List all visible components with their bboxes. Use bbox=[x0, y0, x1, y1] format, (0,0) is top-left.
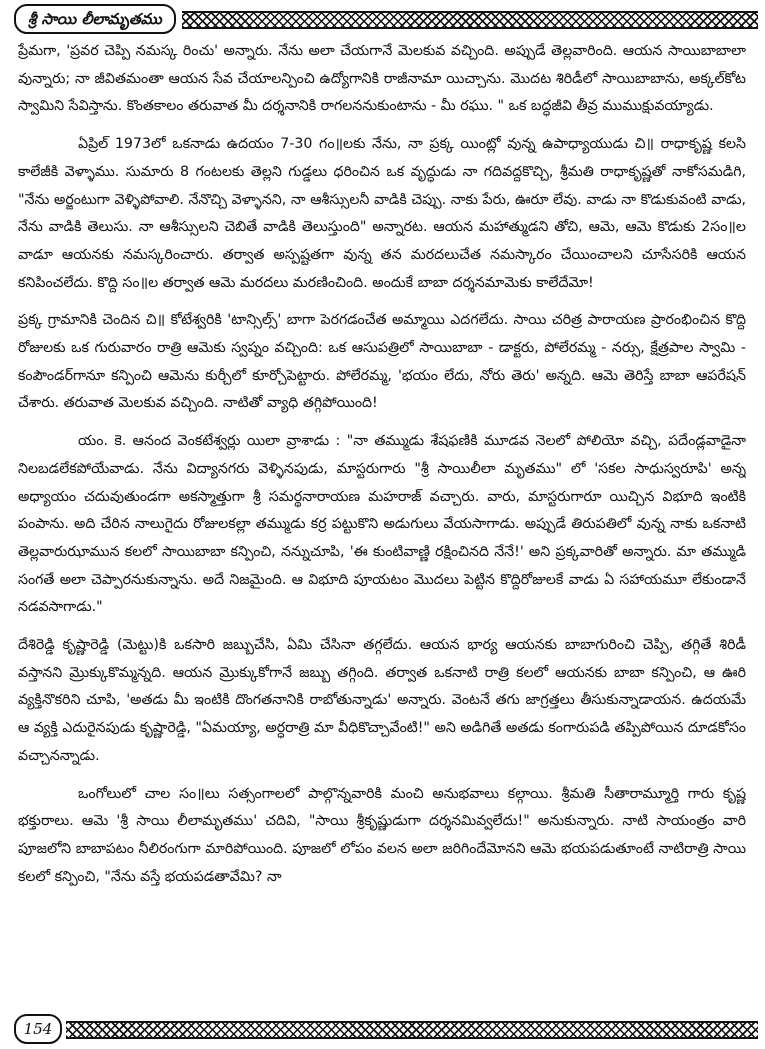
page-number: 154 bbox=[14, 1014, 62, 1044]
paragraph-2: ఏప్రిల్ 1973లో ఒకనాడు ఉదయం 7-30 గం॥లకు నేను, నా ప్రక్క యింట్లో వున్న ఉపాధ్యాయుడు చి॥ రాధాకృష్ణ కలసి కాలేజీకి వెళ్ళాము. సుమారు 8 గంటలకు తెల్లని గుడ్డలు ధరించిన ఒక వృద్ధుడు నా గదివద్దకొచ్చి, శ్రీమతి రాధాకృష్ణతో నాకోసమడిగి, "నేను అర్జంటుగా వెళ్ళిపోవాలి. నేనొచ్చి వెళ్ళానని, నా ఆశీస్సులనీ వాడికి చెప్పు. నాకు పేరు, ఊరూ లేవు. వాడు నా కొడుకువంటి వాడు, నేను వాడికి తెలుసు. నా ఆశీస్సులని చెబితే వాడికి తెలుస్తుంది" అన్నారట. ఆయన మహాత్ముడని తోచి, ఆమె, ఆమె కొడుకు 2సం॥ల వాడూ ఆయనకు నమస్కరించారు. తర్వాత అస్పష్టతగా వున్న తన మరదలుచేత నమస్కారం చేయించాలని చూసేసరికి ఆయన కనిపించలేదు. కొద్ది సం॥ల తర్వాత ఆమె మరదలు మరణించింది. అందుకే బాబా దర్శనమామెకు కాలేదేమో! bbox=[18, 136, 746, 291]
decorative-footer-border bbox=[66, 1021, 758, 1039]
paragraph-3: ప్రక్క గ్రామానికి చెందిన చి॥ కోటేశ్వరికి 'టాన్సిల్స్' బాగా పెరగడంచేత అమ్మాయి ఎదగలేదు. సాయి చరిత్ర పారాయణ ప్రారంభించిన కొద్ది రోజులకు ఒక గురువారం రాత్రి ఆమెకు స్వప్నం వచ్చింది: ఒక ఆసుపత్రిలో సాయిబాబా - డాక్టరు, పోలేరమ్మ - నర్సు, క్షేత్రపాల స్వామి - కంపౌండర్‌గానూ కన్పించి ఆమెను కుర్చీలో కూర్చోపెట్టారు. పోలేరమ్మ, 'భయం లేదు, నోరు తెరు' అన్నది. ఆమె తెరిస్తే బాబా ఆపరేషన్ చేశారు. తరువాత మెలకువ వచ్చింది. నాటితో వ్యాధి తగ్గిపోయింది! bbox=[18, 312, 746, 412]
book-title: శ్రీ సాయి లీలామృతము bbox=[14, 4, 176, 34]
decorative-header-border bbox=[182, 11, 758, 29]
page-body bbox=[18, 38, 746, 1000]
paragraph-1: ప్రేమగా, 'ప్రవర చెప్పి నమస్క రించు' అన్నారు. నేను అలా చేయగానే మెలకువ వచ్చింది. అప్పుడే తెల్లవారింది. ఆయన సాయిబాబాలా వున్నారు; నా జీవితమంతా ఆయన సేవ చేయాలన్పించి ఉద్యోగానికి రాజీనామా యిచ్చాను. మొదట శిరిడీలో సాయిబాబాను, అక్కల్‌కోట స్వామిని సేవిస్తాను. కొంతకాలం తరువాత మీ దర్శనానికి రాగలననుకుంటాను - మీ రఘు. " ఒక బద్ధజీవి తీవ్ర ముముక్షువయ్యాడు. bbox=[18, 43, 746, 115]
page-header bbox=[14, 4, 758, 34]
page-footer bbox=[14, 1014, 758, 1044]
paragraph-6: ఒంగోలులో చాల సం॥లు సత్సంగాలలో పాల్గొన్నవారికి మంచి అనుభవాలు కల్గాయి. శ్రీమతి సీతారామ్మూర్తి గారు కృష్ణ భక్తురాలు. ఆమె 'శ్రీ సాయి లీలామృతము' చదివి, "సాయి శ్రీకృష్ణుడుగా దర్శనమివ్వలేదు!" అనుకున్నారు. నాటి సాయంత్రం వారి పూజలోని బాబాపటం నీలిరంగుగా మారిపోయింది. పూజలో లోపం వలన అలా జరిగిందేమోనని ఆమె భయపడుతూంటే నాటిరాత్రి సాయి కలలో కన్పించి, "నేను వస్తే భయపడతావేమి? నా bbox=[18, 785, 746, 885]
paragraph-5: దేశిరెడ్డి కృష్ణారెడ్డి (మెట్టు)కి ఒకసారి జబ్బుచేసి, ఏమి చేసినా తగ్గలేదు. ఆయన భార్య ఆయనకు బాబాగురించి చెప్పి, తగ్గితే శిరిడీ వస్తానని మ్రొక్కుకొమ్మన్నది. ఆయన మ్రొక్కుకోగానే జబ్బు తగ్గింది. తర్వాత ఒకనాటి రాత్రి కలలో ఆయనకు బాబా కన్పించి, ఆ ఊరి వ్యక్తినొకరిని చూపి, 'అతడు మీ ఇంటికి దొంగతనానికి రాబోతున్నాడు' అన్నారు. వెంటనే తగు జాగ్రత్తలు తీసుకున్నాడాయన. ఉదయమే ఆ వ్యక్తి ఎదురైనపుడు కృష్ణారెడ్డి, "ఏమయ్యా, అర్ధరాత్రి మా వీధికొచ్చావేంటి!" అని అడిగితే అతడు కంగారుపడి తప్పిపోయిన దూడకోసం వచ్చానన్నాడు. bbox=[18, 637, 746, 764]
paragraph-4: యం. కె. ఆనంద వెంకటేశ్వర్లు యిలా వ్రాశాడు : "నా తమ్ముడు శేషఫణికి మూడవ నెలలో పోలియో వచ్చి, పదేండ్లవాడైనా నిలబడలేకపోయేవాడు. నేను విద్యానగరు వెళ్ళినపుడు, మాస్టరుగారు "శ్రీ సాయిలీలా మృతము" లో 'సకల సాధుస్వరూపి' అన్న అధ్యాయం చదువుతుండగా అకస్మాత్తుగా శ్రీ సమర్థనారాయణ మహరాజ్ వచ్చారు. వారు, మాస్టరుగారూ యిచ్చిన విభూది ఇంటికి పంపాను. అది చేరిన నాలుగైదు రోజులకల్లా తమ్ముడు కర్ర పట్టుకొని అడుగులు వేయసాగాడు. అప్పుడే తిరుపతిలో వున్న నాకు ఒకనాటి తెల్లవారుఝామున కలలో సాయిబాబా కన్పించి, నన్నుచూపి, 'ఈ కుంటివాణ్ణి రక్షించినది నేనే!' అని ప్రక్కవారితో అన్నారు. మా తమ్ముడి సంగతే అలా చెప్పారనుకున్నాను. అదే నిజమైంది. ఆ విభూది పూయటం మొదలు పెట్టిన కొద్దిరోజులకే వాడు ఏ సహాయమూ లేకుండానే నడవసాగాడు." bbox=[18, 433, 746, 616]
